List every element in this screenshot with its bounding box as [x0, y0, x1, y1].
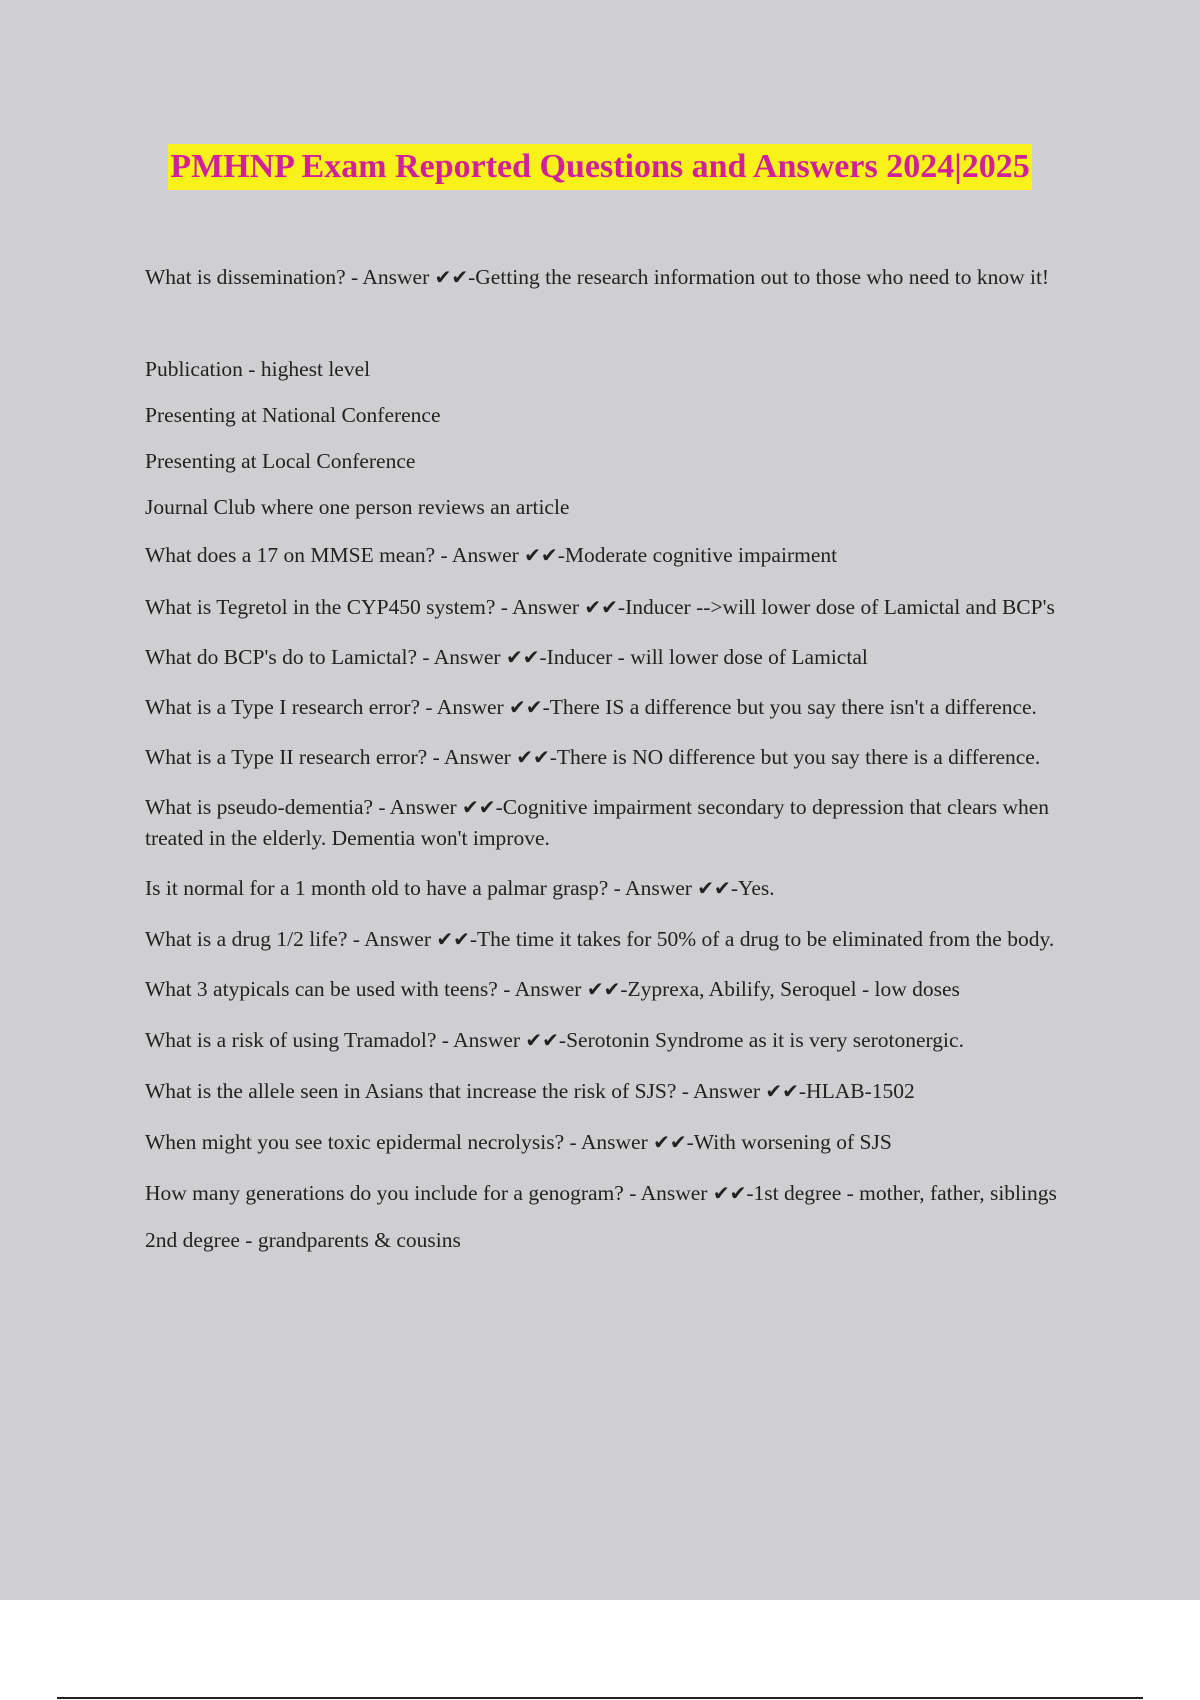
answer: -Inducer -->will lower dose of Lamictal and BCP's: [617, 595, 1055, 619]
qa-item: [145, 924, 1090, 955]
qa-item: [145, 1127, 1090, 1158]
qa-item: [145, 262, 1090, 293]
page-bottom-margin: [0, 1600, 1200, 1700]
double-check-icon: ✔✔: [505, 645, 540, 669]
list-text: Presenting at National Conference: [145, 403, 441, 427]
answer: -There IS a difference but you say there isn't a difference.: [542, 695, 1037, 719]
answer-label: Answer: [580, 1130, 648, 1154]
answer-label: Answer: [512, 595, 580, 619]
list-text: 2nd degree - grandparents & cousins: [145, 1228, 461, 1252]
list-item: [145, 400, 1090, 431]
list-item: [145, 492, 1090, 523]
question: What is pseudo-dementia? -: [145, 795, 390, 819]
answer-label: Answer: [640, 1181, 708, 1205]
question: What does a 17 on MMSE mean? -: [145, 543, 452, 567]
double-check-icon: ✔✔: [436, 927, 470, 951]
question: Is it normal for a 1 month old to have a palmar grasp? -: [145, 876, 626, 900]
qa-item: [145, 974, 1090, 1005]
divider-line: [57, 1697, 1143, 1699]
double-check-icon: ✔✔: [434, 265, 469, 289]
question: What 3 atypicals can be used with teens? -: [145, 977, 515, 1001]
list-item: [145, 446, 1090, 477]
double-check-icon: ✔✔: [584, 595, 618, 619]
double-check-icon: ✔✔: [697, 876, 731, 900]
answer: -Getting the research information out to those who need to know it!: [468, 265, 1050, 289]
qa-item: [145, 873, 1090, 904]
answer-label: Answer: [443, 745, 511, 769]
question: What is a Type I research error? -: [145, 695, 437, 719]
qa-item: [145, 540, 1090, 571]
question: What do BCP's do to Lamictal? -: [145, 645, 434, 669]
answer: -Zyprexa, Abilify, Seroquel - low doses: [620, 977, 960, 1001]
answer: -The time it takes for 50% of a drug to be eliminated from the body.: [469, 927, 1055, 951]
answer-label: Answer: [364, 927, 431, 951]
title-wrapper: [0, 144, 1200, 190]
list-item: [145, 354, 1090, 385]
qa-item: [145, 642, 1090, 673]
answer: -Yes.: [730, 876, 775, 900]
double-check-icon: ✔✔: [765, 1079, 799, 1103]
list-text: Journal Club where one person reviews an article: [145, 495, 570, 519]
answer: -HLAB-1502: [798, 1079, 915, 1103]
answer-label: Answer: [453, 1028, 521, 1052]
list-item: [145, 1225, 1090, 1256]
answer: -Cognitive impairment secondary to depression that clears when treated in the elderly. Dementia won't improve.: [145, 795, 1050, 850]
double-check-icon: ✔✔: [524, 543, 558, 567]
question: What is Tegretol in the CYP450 system? -: [145, 595, 513, 619]
qa-item: [145, 1178, 1090, 1209]
question: What is a Type II research error? -: [145, 745, 444, 769]
answer: -Serotonin Syndrome as it is very serotonergic.: [558, 1028, 964, 1052]
answer-label: Answer: [514, 977, 582, 1001]
qa-item: [145, 692, 1090, 723]
double-check-icon: ✔✔: [712, 1181, 747, 1205]
answer-label: Answer: [451, 543, 519, 567]
double-check-icon: ✔✔: [586, 977, 621, 1001]
qa-item: [145, 592, 1090, 623]
list-text: Presenting at Local Conference: [145, 449, 416, 473]
question: How many generations do you include for a genogram? -: [145, 1181, 641, 1205]
document-content: [145, 262, 1090, 1256]
qa-item: [145, 742, 1090, 773]
question: What is dissemination? -: [145, 265, 363, 289]
answer: -There is NO difference but you say there is a difference.: [549, 745, 1041, 769]
answer: -With worsening of SJS: [686, 1130, 892, 1154]
answer-label: Answer: [362, 265, 430, 289]
document-title: PMHNP Exam Reported Questions and Answers 2024|2025: [168, 144, 1031, 190]
answer-label: Answer: [625, 876, 692, 900]
answer-label: Answer: [436, 695, 504, 719]
qa-item: [145, 1076, 1090, 1107]
double-check-icon: ✔✔: [516, 745, 550, 769]
question: What is a risk of using Tramadol? -: [145, 1028, 454, 1052]
answer-label: Answer: [433, 645, 501, 669]
answer: -Moderate cognitive impairment: [557, 543, 838, 567]
double-check-icon: ✔✔: [653, 1130, 687, 1154]
question: When might you see toxic epidermal necrolysis? -: [145, 1130, 581, 1154]
double-check-icon: ✔✔: [525, 1028, 559, 1052]
double-check-icon: ✔✔: [509, 695, 543, 719]
question: What is the allele seen in Asians that increase the risk of SJS? -: [145, 1079, 694, 1103]
qa-item: [145, 1025, 1090, 1056]
answer-label: Answer: [693, 1079, 760, 1103]
answer-label: Answer: [389, 795, 457, 819]
question: What is a drug 1/2 life? -: [145, 927, 365, 951]
answer: -1st degree - mother, father, siblings: [746, 1181, 1057, 1205]
qa-item: [145, 792, 1090, 854]
list-text: Publication - highest level: [145, 357, 371, 381]
answer: -Inducer - will lower dose of Lamictal: [539, 645, 868, 669]
double-check-icon: ✔✔: [462, 795, 496, 819]
